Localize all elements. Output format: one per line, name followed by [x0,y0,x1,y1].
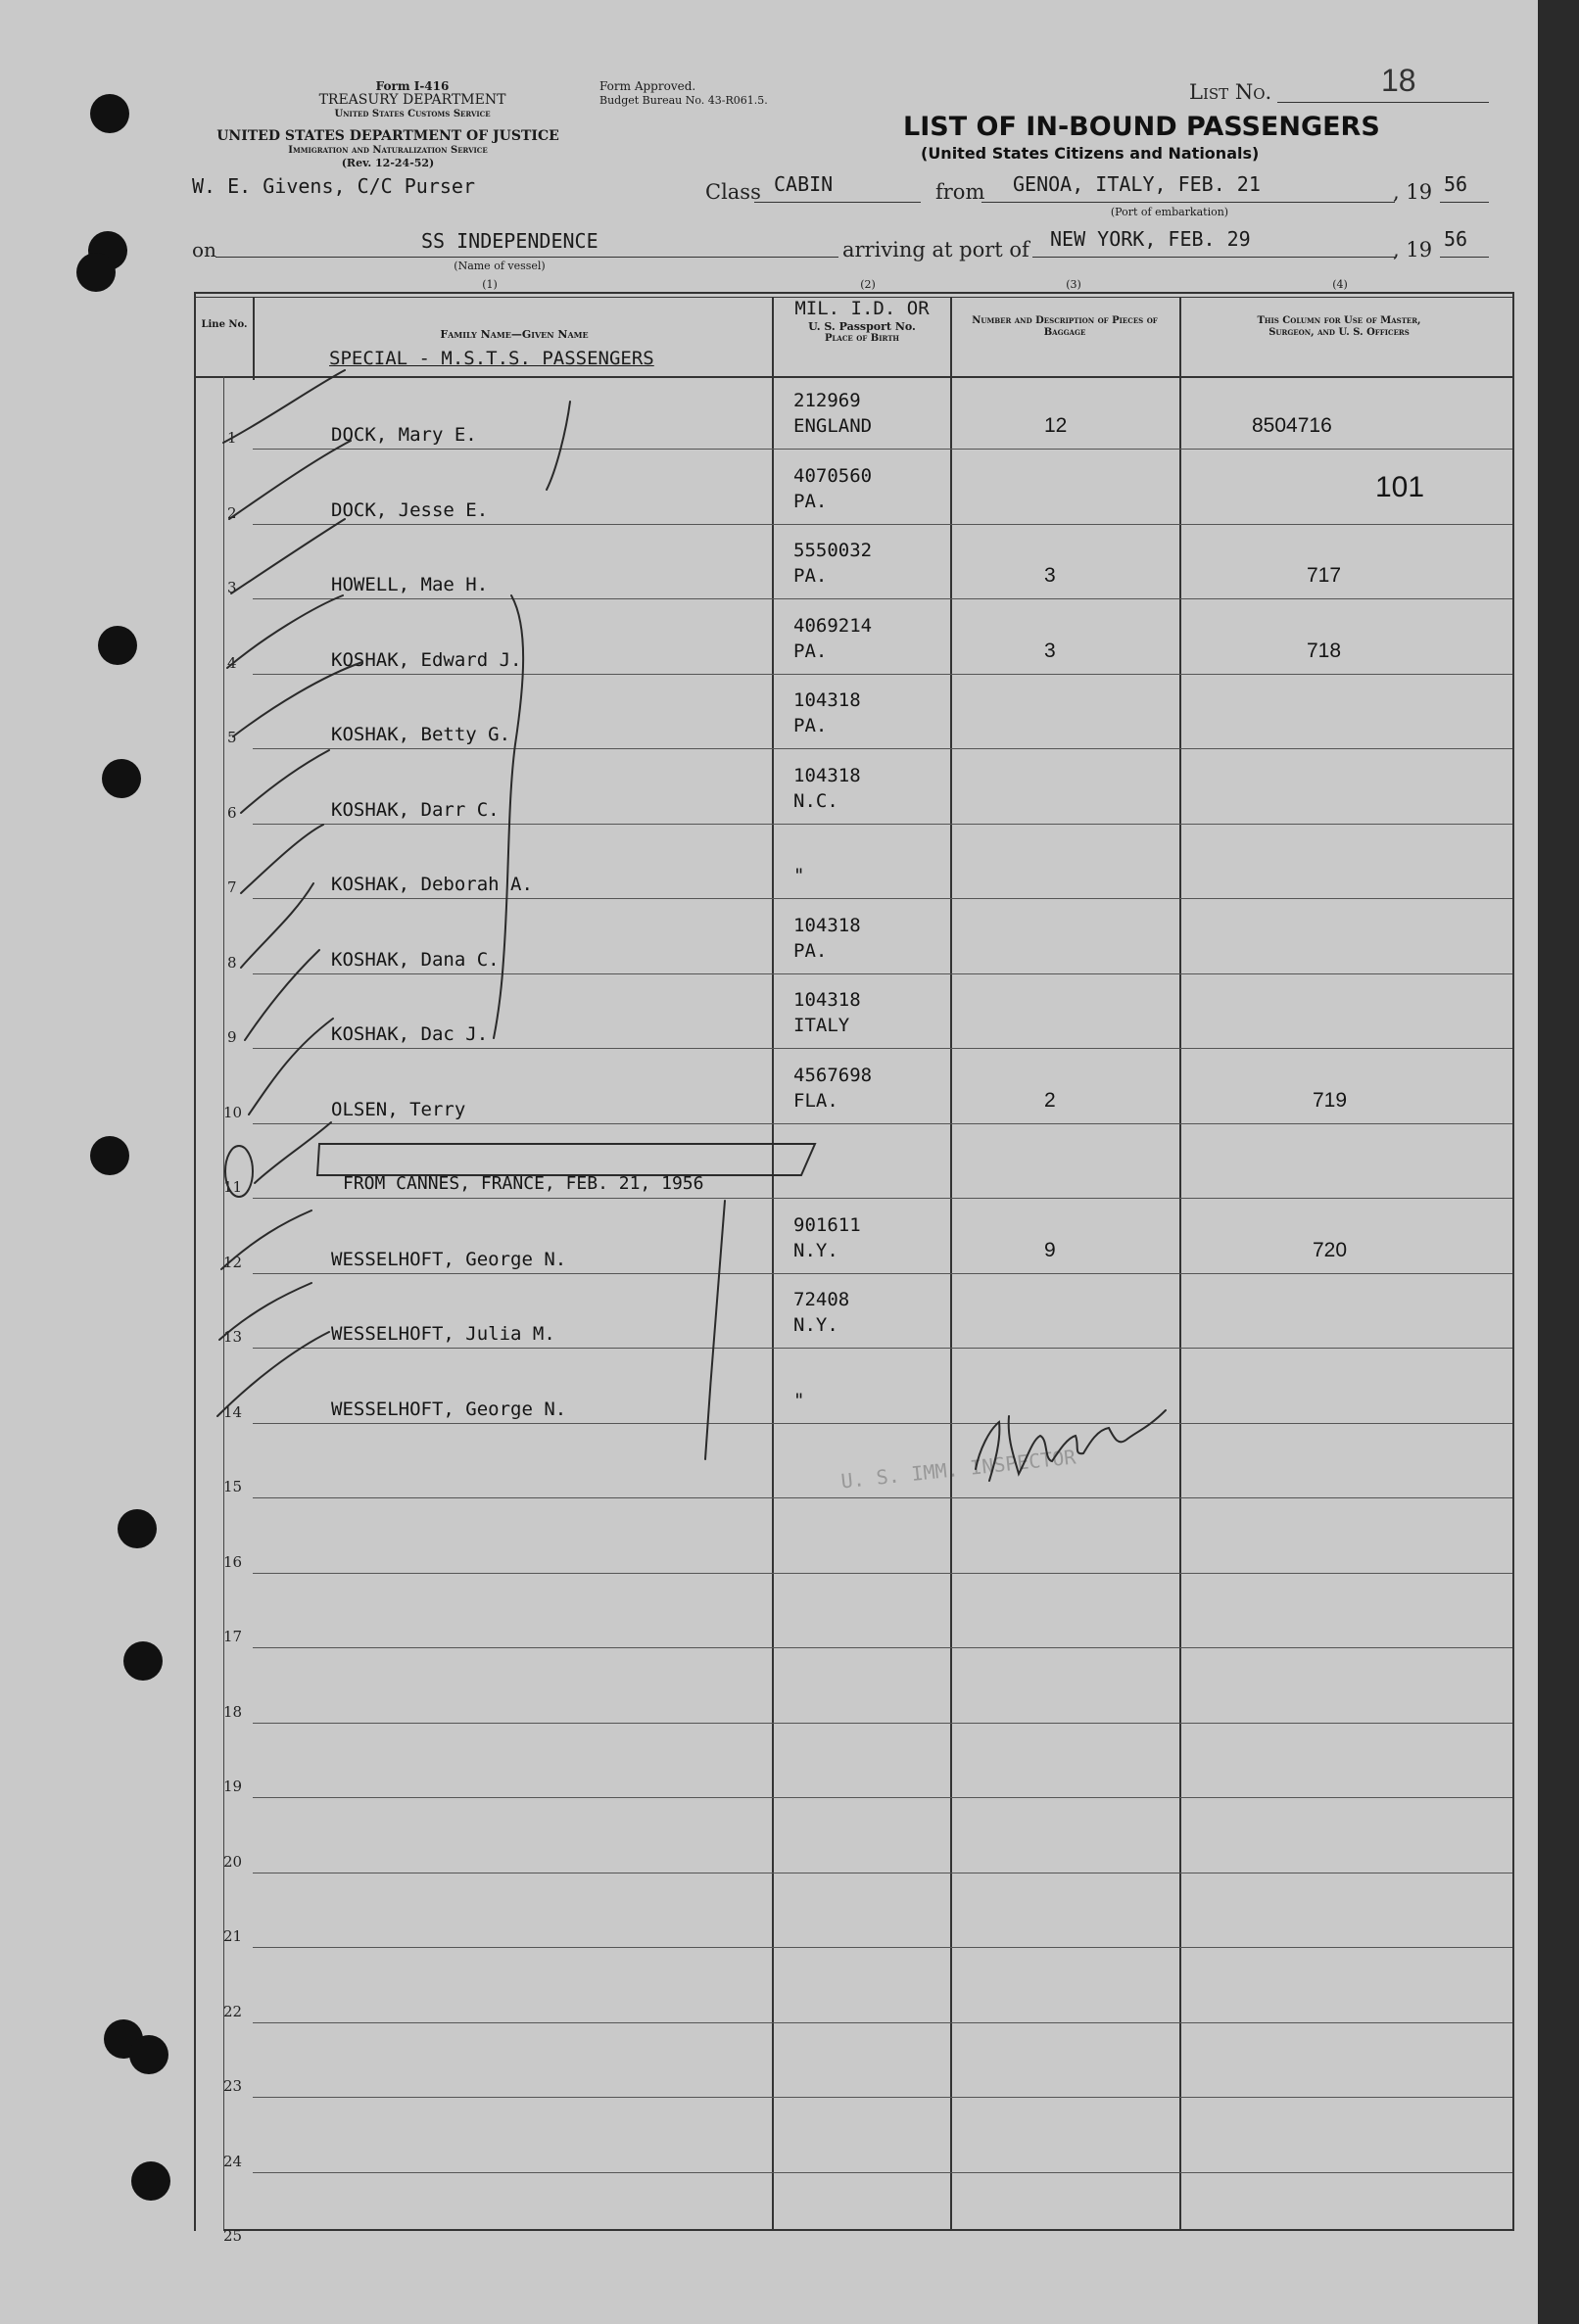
list-no-label: List No. [1189,80,1272,104]
line-number: 10 [223,1103,243,1121]
check-mark [221,1210,311,1269]
passenger-name: OLSEN, Terry [331,1098,466,1120]
check-mark [241,883,313,968]
embark-caption: (Port of embarkation) [1110,206,1229,218]
check-mark [219,1283,311,1340]
officer-entry: 718 [1307,639,1342,662]
passenger-name: WESSELHOFT, George N. [331,1248,567,1270]
class-label: Class [705,180,761,204]
check-mark [245,950,319,1040]
check-mark [223,370,345,443]
line-no-header: Line No. [201,319,248,330]
line-number: 22 [223,2002,243,2020]
purser-name[interactable]: W. E. Givens, C/C Purser [192,174,475,198]
circled-line-number [225,1146,253,1197]
baggage-count: 12 [1044,414,1068,437]
vessel-name[interactable]: SS INDEPENDENCE [421,229,598,253]
line-number: 11 [223,1178,243,1196]
line-number: 18 [223,1702,243,1721]
place-of-birth: PA. [793,640,828,662]
officer-column-header: This Column for Use of Master, Surgeon, and U. S. Officers [1257,315,1421,338]
check-mark [241,825,323,893]
passenger-name: FROM CANNES, FRANCE, FEB. 21, 1956 [343,1173,704,1194]
passenger-name: KOSHAK, Dana C. [331,948,500,971]
line-number: 12 [223,1253,243,1271]
place-of-birth: N.Y. [793,1314,838,1336]
section-heading-special: SPECIAL - M.S.T.S. PASSENGERS [329,348,654,369]
line-number: 13 [223,1328,243,1346]
place-of-birth: N.Y. [793,1239,838,1261]
embark-port-value[interactable]: GENOA, ITALY, FEB. 21 [1013,172,1261,196]
passport-id: 72408 [793,1289,850,1310]
check-mark [231,519,345,593]
treasury-dept: TREASURY DEPARTMENT [318,92,506,108]
section-bracket [317,1144,815,1175]
year-prefix-2: , 19 [1393,238,1433,261]
passport-id: 901611 [793,1213,861,1236]
passenger-name: KOSHAK, Betty G. [331,724,511,745]
passport-id: 104318 [793,689,861,711]
line-number: 1 [227,429,237,447]
passenger-name: DOCK, Jesse E. [331,498,489,521]
baggage-count: 3 [1044,564,1056,587]
budget-bureau: Budget Bureau No. 43-R061.5. [599,94,768,107]
passenger-name: KOSHAK, Dac J. [331,1023,489,1045]
check-mark [233,662,362,736]
ins-service: Immigration and Naturalization Service [288,145,488,156]
baggage-count: 9 [1044,1238,1056,1261]
officer-entry: 717 [1307,564,1342,587]
line-number: 21 [223,1927,243,1945]
passenger-name: WESSELHOFT, Julia M. [331,1323,555,1345]
arrival-port-value[interactable]: NEW YORK, FEB. 29 [1050,227,1251,251]
place-of-birth: ITALY [793,1015,850,1036]
line-number: 8 [227,953,237,972]
line-number: 15 [223,1478,243,1495]
line-number: 19 [223,1778,243,1795]
arriving-label: arriving at port of [842,238,1029,261]
on-label: on [192,238,216,261]
place-of-birth: PA. [793,715,828,736]
passenger-name: DOCK, Mary E. [331,424,477,446]
line-number: 9 [227,1028,237,1046]
year-value-2[interactable]: 56 [1444,227,1468,251]
id-header-line2: U. S. Passport No. [808,320,916,333]
class-value[interactable]: CABIN [774,172,834,196]
column-number-2: (2) [860,278,876,291]
column-number-4: (4) [1332,278,1348,291]
check-mark [229,441,351,519]
baggage-count: 2 [1044,1088,1056,1112]
baggage-column-header: Number and Description of Pieces of Baggage [972,315,1158,338]
line-number: 16 [223,1552,243,1571]
place-of-birth: PA. [793,939,828,962]
page-subtitle: (United States Citizens and Nationals) [921,144,1260,163]
form-revision: (Rev. 12-24-52) [341,157,435,169]
place-of-birth: PA. [793,490,828,512]
passport-id: 104318 [793,764,861,786]
line-number: 6 [227,803,237,822]
place-of-birth: " [793,1389,805,1411]
handwritten-bracket [494,595,523,1038]
place-of-birth: ENGLAND [793,415,873,437]
check-mark [227,595,343,668]
check-mark [249,1019,333,1115]
from-label: from [935,180,985,204]
passport-id: 212969 [793,390,861,411]
line-number: 7 [227,878,237,896]
form-approved: Form Approved. [599,79,696,93]
line-number: 25 [223,2227,243,2245]
passport-id: 4069214 [793,614,873,637]
year-prefix-1: , 19 [1393,180,1433,204]
line-number: 23 [223,2077,243,2095]
line-number: 3 [227,579,237,596]
id-header-line3: Place of Birth [824,333,900,344]
line-number: 17 [223,1628,243,1645]
page-title: LIST OF IN-BOUND PASSENGERS [903,112,1380,142]
inspector-signature [976,1410,1166,1481]
year-value-1[interactable]: 56 [1444,172,1468,196]
place-of-birth: " [793,865,805,886]
officer-entry: 720 [1313,1238,1348,1261]
check-mark [241,750,329,813]
name-column-header: Family Name—Given Name [440,328,589,341]
line-number: 14 [223,1402,243,1421]
passenger-name: HOWELL, Mae H. [331,574,489,595]
justice-dept: UNITED STATES DEPARTMENT OF JUSTICE [216,128,559,144]
line-number: 20 [223,1852,243,1871]
vessel-caption: (Name of vessel) [454,260,546,272]
passenger-name: KOSHAK, Edward J. [331,648,522,671]
passport-id: 104318 [793,989,861,1011]
place-of-birth: N.C. [793,789,838,812]
line-number: 2 [227,503,237,522]
passenger-name: WESSELHOFT, George N. [331,1398,567,1420]
place-of-birth: FLA. [793,1089,838,1112]
officer-entry: 8504716 [1252,414,1332,437]
officer-entry: 101 [1375,470,1425,503]
place-of-birth: PA. [793,565,828,587]
handwritten-stroke [547,402,570,490]
form-number: Form I-416 [375,79,450,93]
passenger-name: KOSHAK, Darr C. [331,798,500,821]
handwritten-stroke [705,1201,725,1459]
line-number: 5 [227,729,237,746]
inspector-stamp: U. S. IMM. INSPECTOR [839,1445,1077,1494]
column-number-1: (1) [482,278,498,291]
check-mark [217,1332,329,1416]
list-no-value[interactable]: 18 [1381,63,1416,98]
passport-id: 4070560 [793,464,873,487]
customs-service: United States Customs Service [334,109,491,119]
line-number: 4 [227,653,237,672]
baggage-count: 3 [1044,639,1056,662]
column-number-3: (3) [1066,278,1081,291]
passenger-name: KOSHAK, Deborah A. [331,874,533,895]
officer-entry: 719 [1313,1088,1348,1112]
line-number: 24 [223,2152,243,2170]
passport-id: 4567698 [793,1064,873,1086]
id-header-line1: MIL. I.D. OR [794,298,930,319]
passport-id: 5550032 [793,540,873,561]
passport-id: 104318 [793,914,861,936]
